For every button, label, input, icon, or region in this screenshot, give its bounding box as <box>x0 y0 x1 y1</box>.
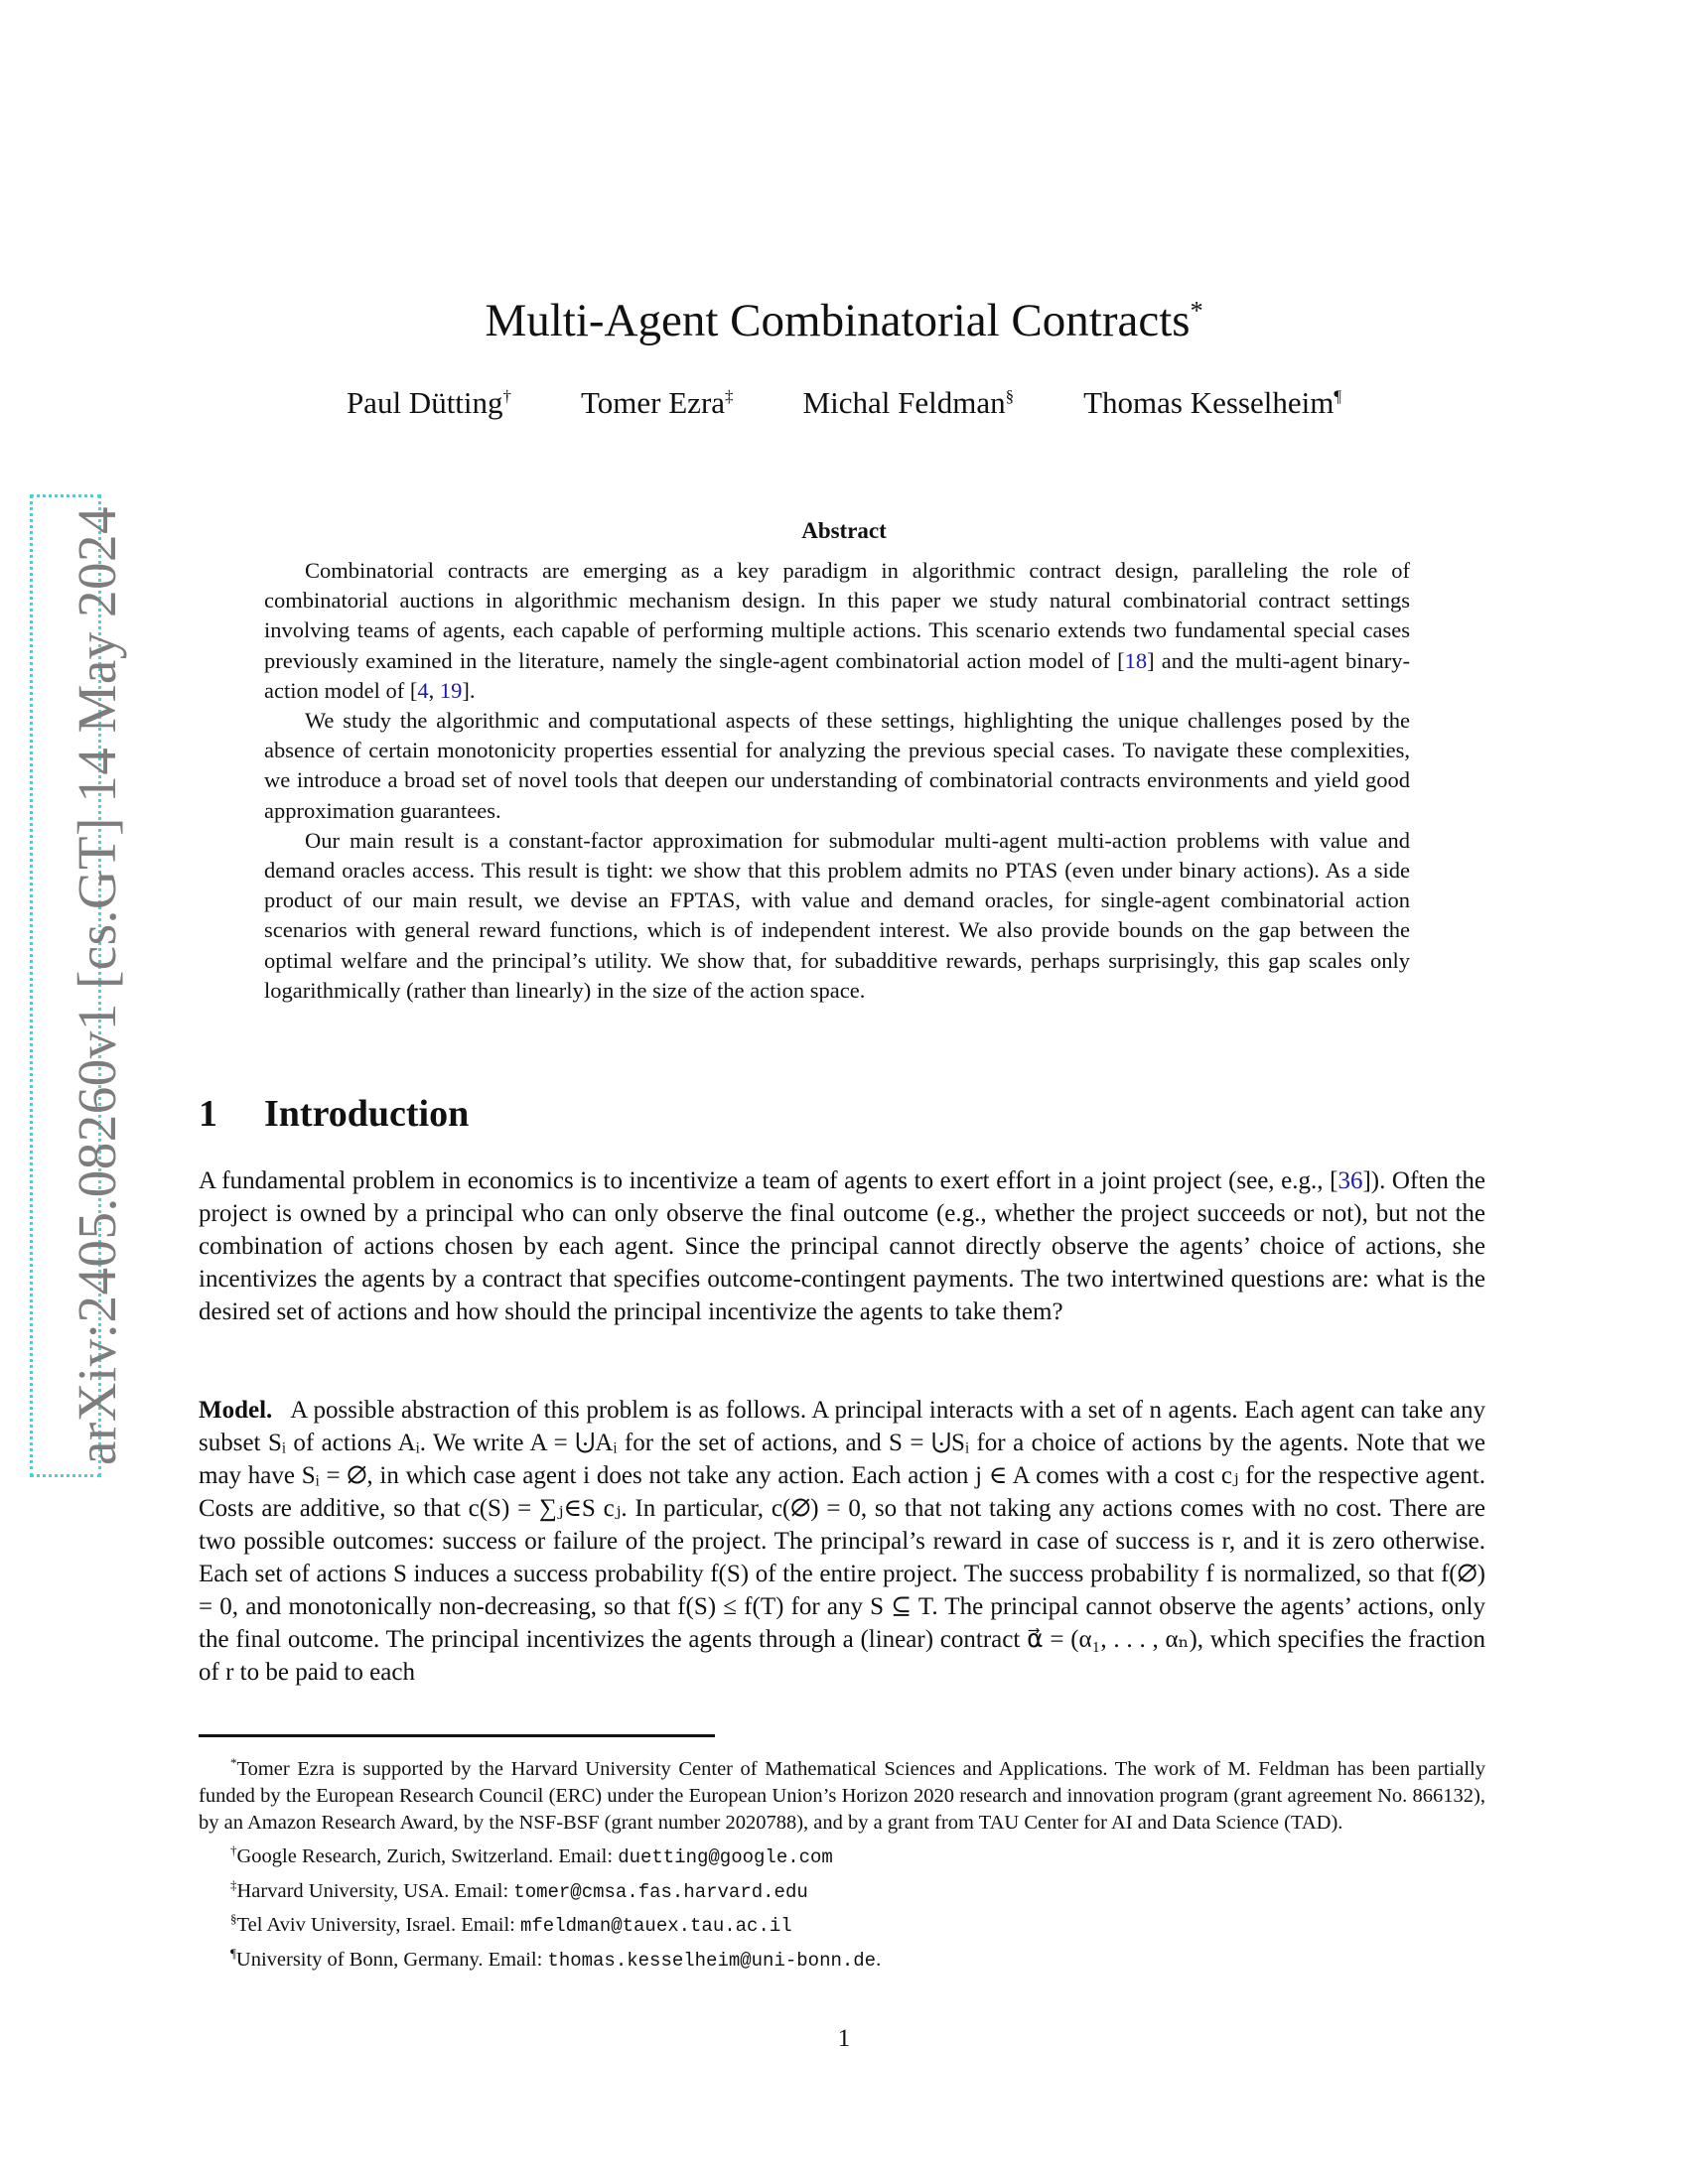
footnote <box>199 1940 1485 1975</box>
footnote-text: Google Research, Zurich, Switzerland. Email: <box>236 1844 619 1867</box>
author-footnote-mark[interactable]: ¶ <box>1334 386 1342 406</box>
abstract-text: Combinatorial contracts are emerging as a key paradigm in algorithmic contract design, paralleling the role of combinatorial auctions in algorithmic mechanism design. In this paper we study natural combinatorial contract settings involving teams of agents, each capable of performing multiple actions. This scenario extends two fundamental special cases previously examined in the literature, namely the single-agent combinatorial action model of <box>264 558 1410 673</box>
author <box>803 385 1015 421</box>
abstract-body <box>264 556 1410 1006</box>
citation-separator: , <box>428 677 440 703</box>
author-list <box>0 385 1688 421</box>
footnote <box>199 1871 1485 1906</box>
author-name: Thomas Kesselheim <box>1083 385 1335 420</box>
abstract-text: . <box>469 677 476 703</box>
footnote-mark: ‡ <box>230 1876 237 1892</box>
footnote-text: Harvard University, USA. Email: <box>236 1879 514 1902</box>
citation-bracket: ] <box>1147 647 1155 673</box>
email-link[interactable]: duetting@google.com <box>618 1845 833 1868</box>
author-name: Paul Dütting <box>346 385 503 420</box>
citation-bracket: [ <box>409 677 418 703</box>
citation-link[interactable]: 36 <box>1337 1167 1363 1194</box>
footnote <box>199 1749 1485 1837</box>
paragraph-text <box>199 1394 1485 1689</box>
abstract-heading: Abstract <box>801 518 887 543</box>
footnote-text: University of Bonn, Germany. Email: <box>235 1949 548 1972</box>
footnote-text: Tel Aviv University, Israel. Email: <box>236 1914 520 1937</box>
body-text: ]). Often the project is owned by a principal who can only observe the final outcome (e.g., whether the project succeeds or not), but not the combination of actions chosen by each agent. Since the principal cannot directly observe the agents’ choice of actions, she incentivizes the agents by a contract that specifies outcome-contingent payments. The two intertwined questions are: what is the desired set of actions and how should the principal incentivize the agents to take them? <box>199 1167 1485 1325</box>
citation-link[interactable]: 19 <box>439 677 463 703</box>
citation-link[interactable]: 18 <box>1124 647 1148 673</box>
page-number: 1 <box>837 2025 851 2052</box>
email-link[interactable]: tomer@cmsa.fas.harvard.edu <box>513 1880 808 1903</box>
email-link[interactable]: mfeldman@tauex.tau.ac.il <box>520 1915 792 1938</box>
footnote-mark: § <box>230 1911 237 1927</box>
title-footnote-mark[interactable]: * <box>1190 296 1203 326</box>
arxiv-stamp: arXiv:2405.08260v1 [cs.GT] 14 May 2024 <box>67 505 127 1466</box>
section-number: 1 <box>199 1093 217 1135</box>
abstract-paragraph: Our main result is a constant-factor approximation for submodular multi-agent multi-action problems with value and demand oracles access. This result is tight: we show that this problem admits no PTAS (even under binary actions). As a side product of our main result, we devise an FPTAS, with value and demand oracles, for single-agent combinatorial action scenarios with general reward functions, which is of independent interest. We also provide bounds on the gap between the optimal welfare and the principal’s utility. We show that, for subadditive rewards, perhaps surprisingly, this gap scales only logarithmically (rather than linearly) in the size of the action space. <box>264 827 1410 1003</box>
paper-title <box>0 294 1688 347</box>
footnote-text: . <box>876 1949 882 1972</box>
title-text: Multi-Agent Combinatorial Contracts <box>485 295 1191 346</box>
author-name: Tomer Ezra <box>581 385 726 420</box>
citation-link[interactable]: 4 <box>417 677 429 703</box>
model-paragraph <box>199 1394 1485 1689</box>
footnotes <box>199 1749 1485 1975</box>
body-text: A possible abstraction of this problem is as follows. A principal interacts with a set of n agents. Each agent can take any subset Sᵢ of actions Aᵢ. We write A = ⨃Aᵢ for the set of actions, and S = ⨃Sᵢ for a choice of actions by the agents. Note that we may have Sᵢ = ∅, in which case agent i does not take any action. Each action j ∈ A comes with a cost cⱼ for the respective agent. Costs are additive, so that c(S) = ∑ⱼ∈S cⱼ. In particular, c(∅) = 0, so that not taking any actions comes with no cost. There are two possible outcomes: success or failure of the project. The principal’s reward in case of success is r, and it is zero otherwise. Each set of actions S induces a success probability f(S) of the entire project. The success probability f is normalized, so that f(∅) = 0, and monotonically non-decreasing, so that f(S) ≤ f(T) for any S ⊆ T. The principal cannot observe the agents’ actions, only the final outcome. The principal incentivizes the agents through a (linear) contract α⃗ = (α₁, . . . , αₙ), which specifies the fraction of r to be paid to each <box>199 1397 1485 1686</box>
footnote-text: Tomer Ezra is supported by the Harvard University Center of Mathematical Sciences and Applications. The work of M. Feldman has been partially funded by the European Research Council (ERC) under the European Union’s Horizon 2020 research and innovation program (grant agreement No. 866132), by an Amazon Research Award, by the NSF-BSF (grant number 2020788), and by a grant from TAU Center for AI and Data Science (TAD). <box>199 1757 1485 1834</box>
footnote-mark: ¶ <box>230 1946 236 1962</box>
footnote <box>199 1837 1485 1871</box>
author <box>1083 385 1341 421</box>
section-title: Introduction <box>264 1093 470 1135</box>
paragraph-lead: Model. <box>199 1397 273 1424</box>
footnote-rule <box>199 1734 715 1737</box>
email-link[interactable]: thomas.kesselheim@uni-bonn.de <box>547 1950 877 1973</box>
abstract-paragraph <box>264 556 1410 706</box>
footnote-mark: * <box>230 1755 237 1770</box>
body-text: A fundamental problem in economics is to incentivize a team of agents to exert effort in a joint project (see, e.g., [ <box>199 1167 1338 1194</box>
abstract-text: and the multi-agent binary-action model of <box>264 647 1411 703</box>
author <box>581 385 734 421</box>
author <box>347 385 511 421</box>
intro-paragraph <box>199 1164 1485 1328</box>
citation-bracket: ] <box>462 677 470 703</box>
author-footnote-mark[interactable]: ‡ <box>725 386 734 406</box>
footnote <box>199 1905 1485 1940</box>
paragraph-text <box>199 1164 1485 1328</box>
author-footnote-mark[interactable]: † <box>502 386 512 406</box>
section-heading <box>199 1092 469 1136</box>
author-name: Michal Feldman <box>802 385 1006 420</box>
citation-bracket: [ <box>1117 647 1125 673</box>
footnote-mark: † <box>230 1842 237 1857</box>
abstract-paragraph: We study the algorithmic and computational aspects of these settings, highlighting the unique challenges posed by the absence of certain monotonicity properties essential for analyzing the previous special cases. To navigate these complexities, we introduce a broad set of novel tools that deepen our understanding of combinatorial contracts environments and yield good approximation guarantees. <box>264 708 1410 823</box>
author-footnote-mark[interactable]: § <box>1005 386 1015 406</box>
